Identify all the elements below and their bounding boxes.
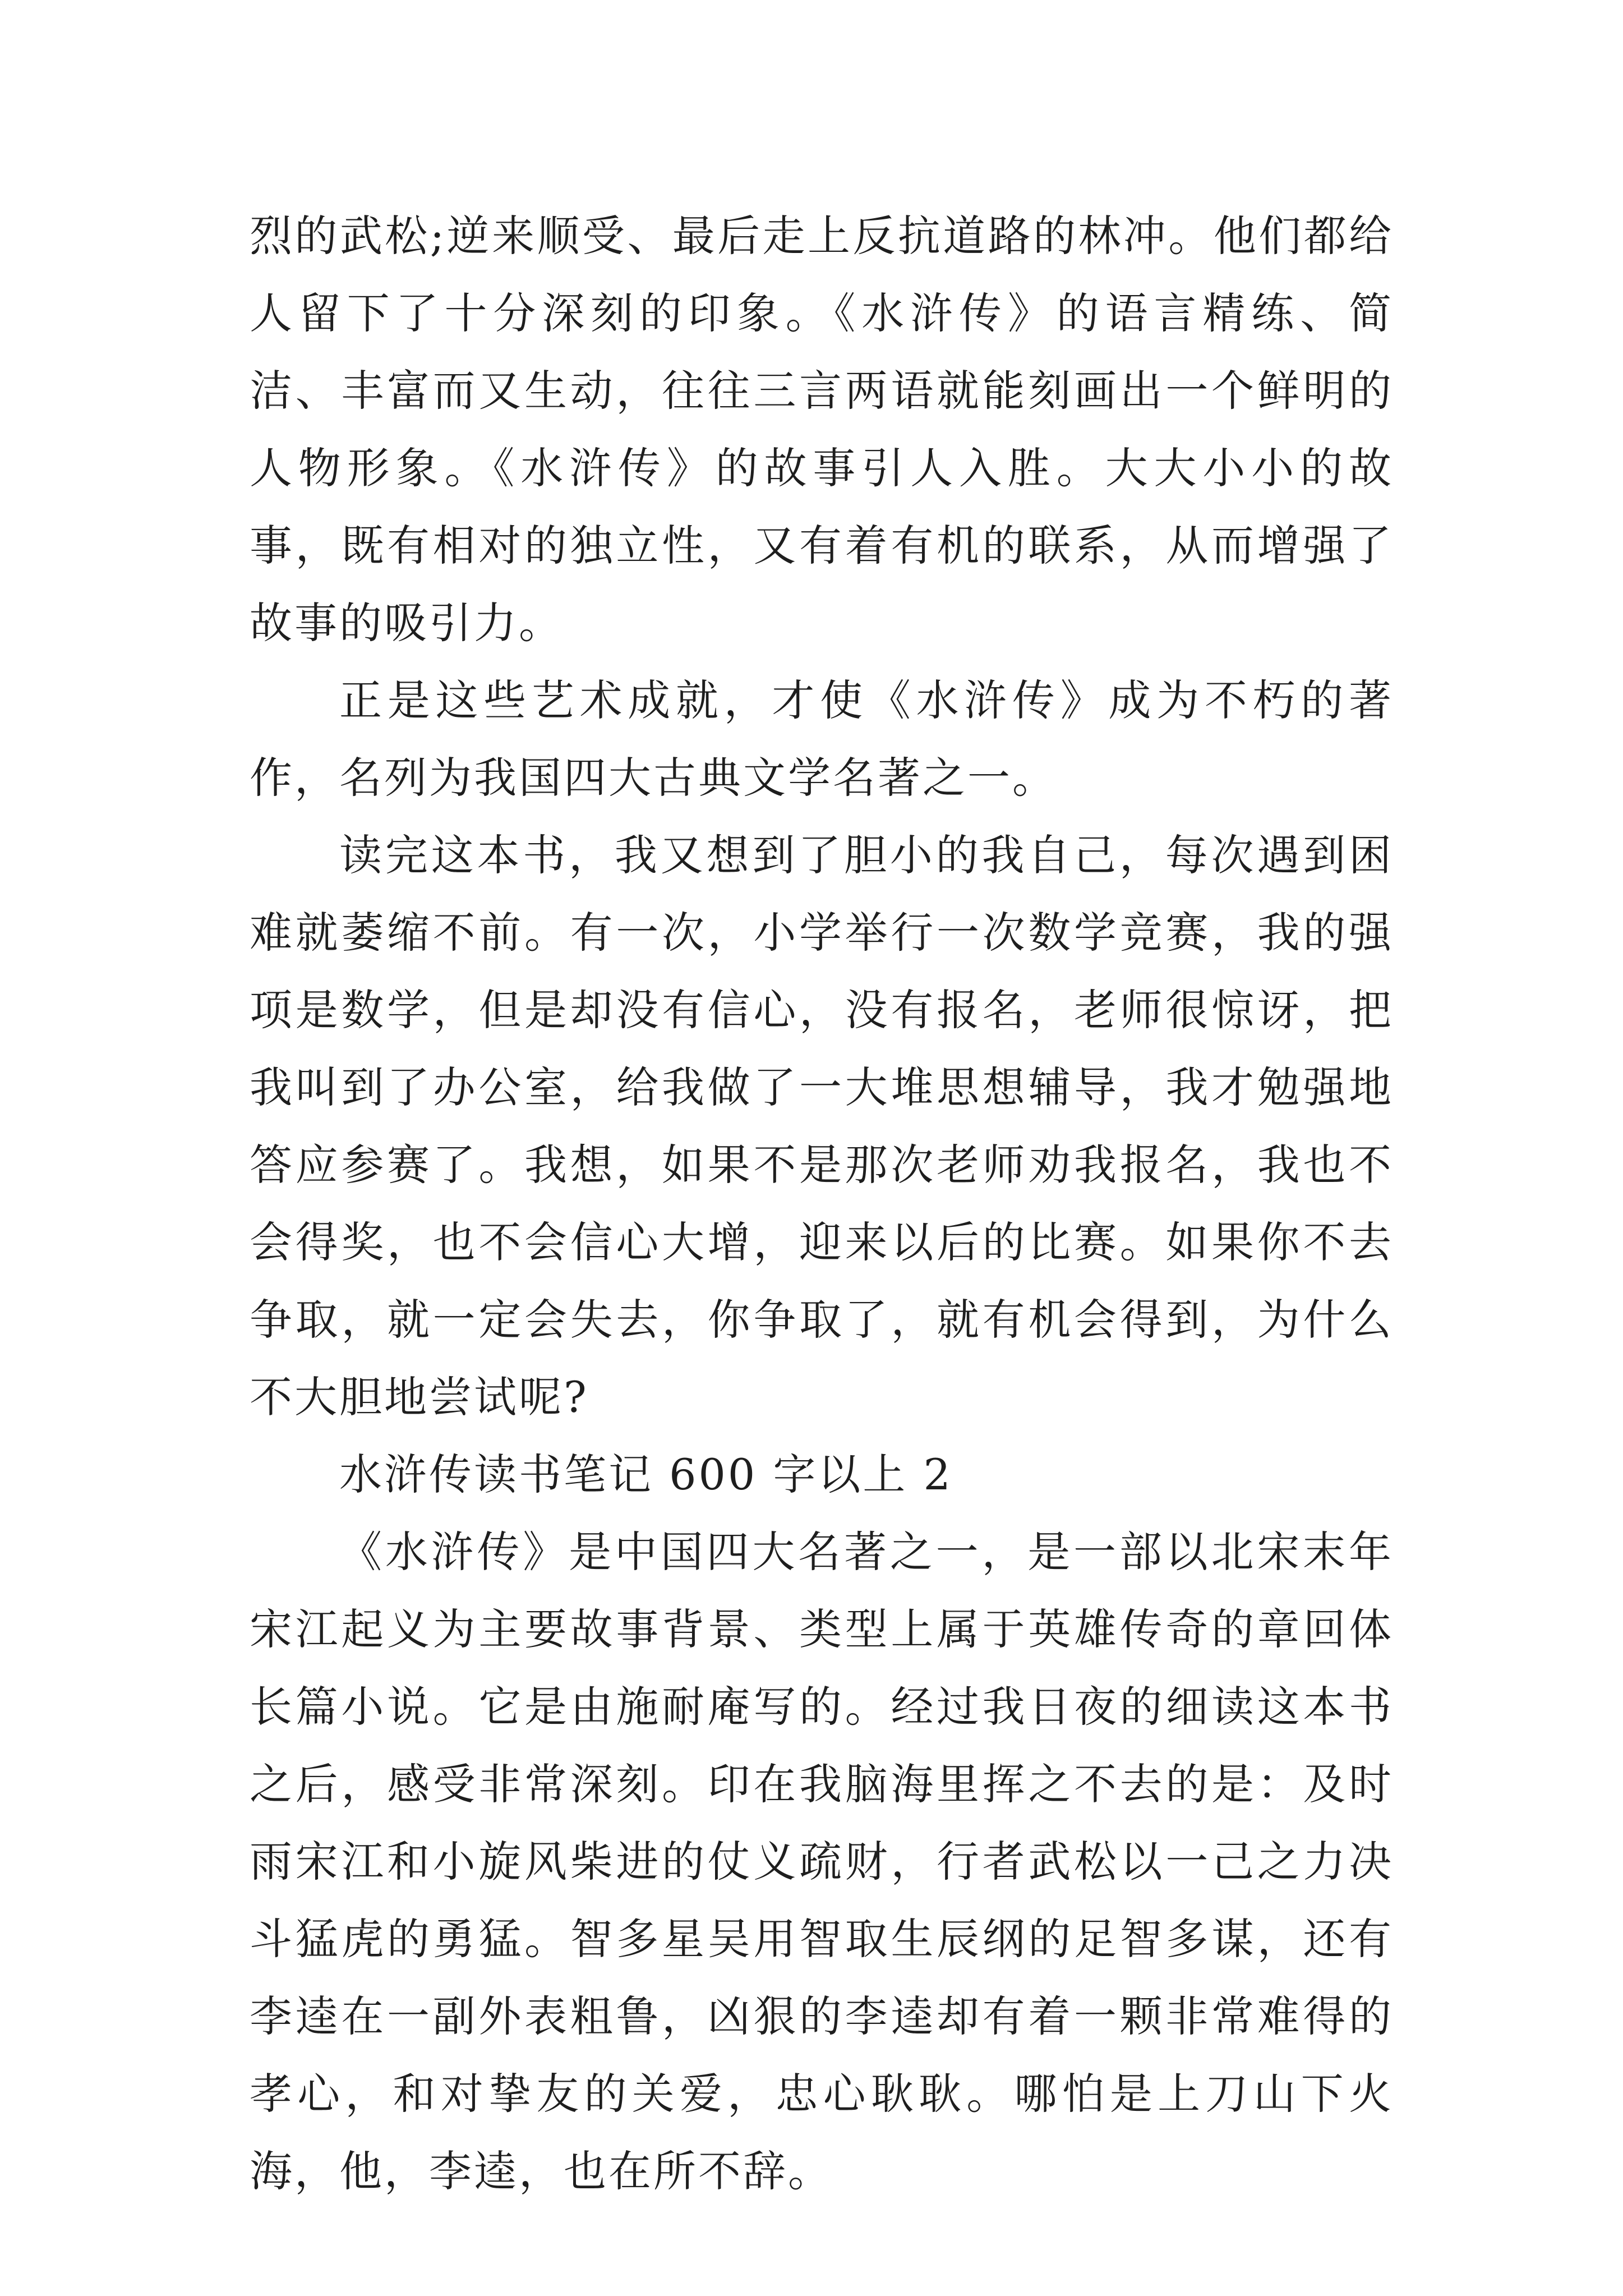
paragraph-3: 读完这本书，我又想到了胆小的我自己，每次遇到困难就萎缩不前。有一次，小学举行一次数学竞赛，我的强项是数学，但是却没有信心，没有报名，老师很惊讶，把我叫到了办公室，给我做了一大堆思想辅导，我才勉强地答应参赛了。我想，如果不是那次老师劝我报名，我也不会得奖，也不会信心大增，迎来以后的比赛。如果你不去争取，就一定会失去，你争取了，就有机会得到，为什么不大胆地尝试呢?: [250, 830, 1394, 1422]
document-body: [250, 197, 1394, 2210]
paragraph-2: 正是这些艺术成就，才使《水浒传》成为不朽的著作，名列为我国四大古典文学名著之一。: [250, 675, 1394, 803]
section-heading: 水浒传读书笔记 600 字以上 2: [339, 1450, 953, 1499]
paragraph-4: 《水浒传》是中国四大名著之一，是一部以北宋末年宋江起义为主要故事背景、类型上属于英雄传奇的章回体长篇小说。它是由施耐庵写的。经过我日夜的细读这本书之后，感受非常深刻。印在我脑海里挥之不去的是：及时雨宋江和小旋风柴进的仗义疏财，行者武松以一己之力决斗猛虎的勇猛。智多星吴用智取生辰纲的足智多谋，还有李逵在一副外表粗鲁，凶狠的李逵却有着一颗非常难得的孝心，和对挚友的关爱，忠心耿耿。哪怕是上刀山下火海，他，李逵，也在所不辞。: [250, 1527, 1394, 2196]
paragraph-1: 烈的武松;逆来顺受、最后走上反抗道路的林冲。他们都给人留下了十分深刻的印象。《水浒传》的语言精练、简洁、丰富而又生动，往往三言两语就能刻画出一个鲜明的人物形象。《水浒传》的故事引人入胜。大大小小的故事，既有相对的独立性，又有着有机的联系，从而增强了故事的吸引力。: [250, 211, 1394, 648]
